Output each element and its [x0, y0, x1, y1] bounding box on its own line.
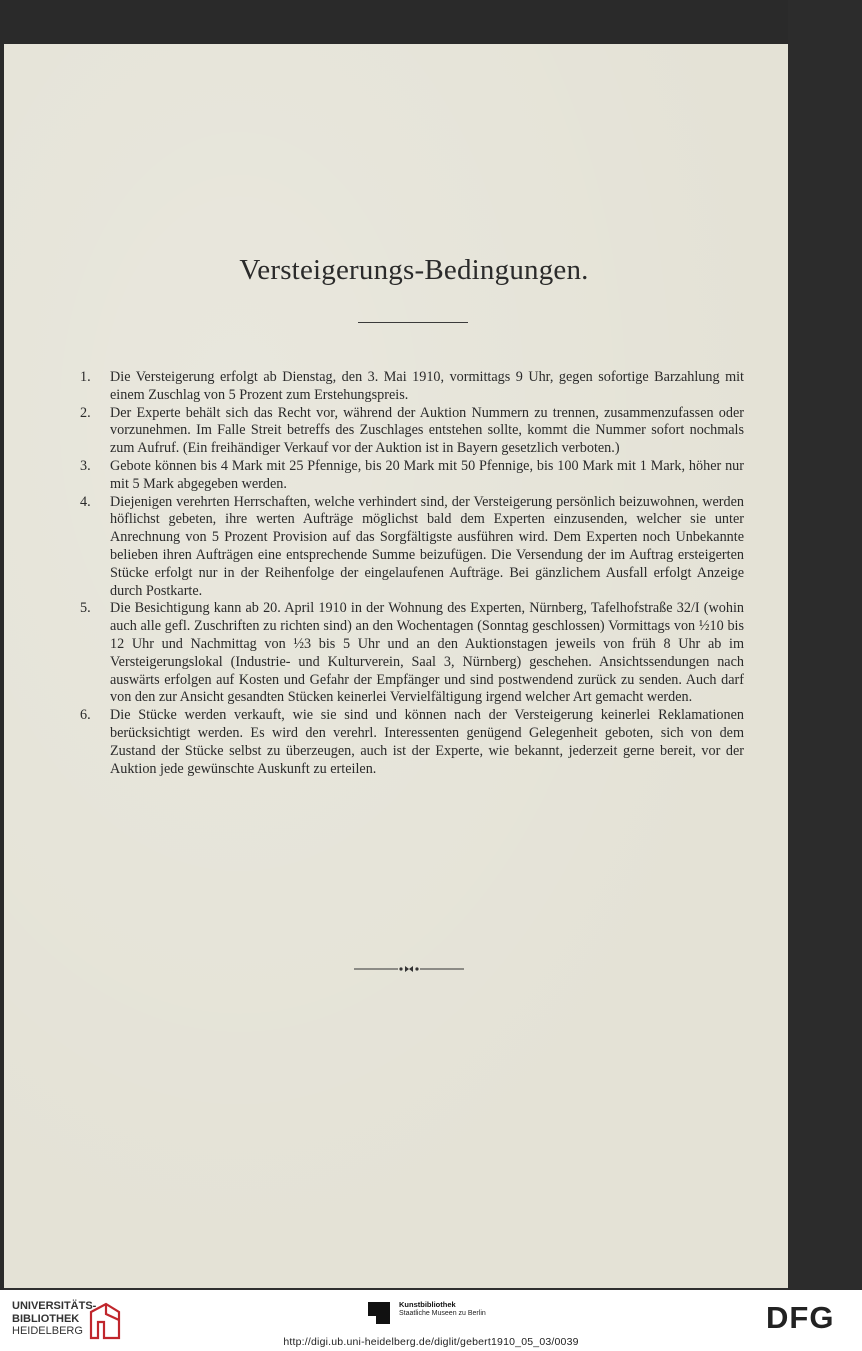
condition-number: 6. — [80, 707, 91, 724]
ornament-divider — [354, 964, 464, 974]
scan-frame-right — [788, 0, 862, 1290]
footer-bar — [0, 1290, 862, 1351]
document-page — [4, 44, 788, 1288]
condition-number: 2. — [80, 404, 91, 421]
kunstbibliothek-subtitle: Staatliche Museen zu Berlin — [399, 1310, 486, 1317]
ub-line3: HEIDELBERG — [12, 1325, 83, 1337]
condition-number: 4. — [80, 493, 91, 510]
scan-frame-top — [0, 0, 862, 44]
dfg-logo[interactable] — [764, 1300, 852, 1334]
title-divider — [358, 322, 468, 323]
ub-line2: BIBLIOTHEK — [12, 1312, 80, 1325]
condition-item — [78, 369, 744, 405]
permalink-url[interactable]: http://digi.ub.uni-heidelberg.de/diglit/gebert1910_05_03/0039 — [283, 1336, 579, 1348]
ub-heidelberg-text — [12, 1300, 96, 1338]
conditions-list — [78, 369, 744, 778]
kunstbibliothek-name: Kunstbibliothek — [399, 1300, 456, 1309]
ub-line1: UNIVERSITÄTS- — [12, 1300, 97, 1312]
condition-text: Der Experte behält sich das Recht vor, während der Auktion Nummern zu trennen, zusammenzufassen oder vorzunehmen. Im Falle Streit betreffs des Zuschlages entstehen sollte, kommt die Nummer sofort nochmals zum Aufruf. (Ein freihändiger Verkauf vor der Auktion ist in Bayern gesetzlich verboten.) — [110, 404, 744, 457]
condition-item — [78, 600, 744, 707]
dfg-logo-text: DFG — [766, 1300, 835, 1334]
condition-item — [78, 458, 744, 494]
condition-item — [78, 707, 744, 778]
ub-emblem-icon — [88, 1302, 122, 1340]
condition-text: Die Stücke werden verkauft, wie sie sind und können nach der Versteigerung keinerlei Reklamationen berücksichtigt werden. Es wird den verehrl. Interessenten genügend Gelegenheit geboten, sich von dem Zustand der Stücke selbst zu überzeugen, auch ist der Experte, wie bekannt, jederzeit gerne bereit, vor der Auktion jede gewünschte Auskunft zu erteilen. — [110, 707, 744, 777]
condition-item — [78, 405, 744, 458]
condition-number: 3. — [80, 457, 91, 474]
kunstbibliothek-icon — [368, 1302, 390, 1324]
condition-text: Die Versteigerung erfolgt ab Dienstag, den 3. Mai 1910, vormittags 9 Uhr, gegen sofortige Barzahlung mit einem Zuschlag von 5 Prozent zum Erstehungspreis. — [110, 369, 744, 403]
condition-number: 5. — [80, 600, 91, 617]
condition-text: Diejenigen verehrten Herrschaften, welche verhindert sind, der Versteigerung persönlich beizuwohnen, werden höflichst gebeten, ihre werten Aufträge möglichst bald dem Experten einzusenden, welcher sie unter Anrechnung von 5 Prozent Provision auf das Sorgfältigste ausführen wird. Dem Experten noch Unbekannte belieben ihren Aufträgen eine entsprechende Summe beizufügen. Die Versendung der im Auftrag ersteigerten Stücke erfolgt nur in der Reihenfolge der eingelaufenen Aufträge. Bei gänzlichem Ausfall erfolgt Anzeige durch Postkarte. — [110, 493, 744, 599]
condition-number: 1. — [80, 369, 91, 385]
page-title: Versteigerungs-Bedingungen. — [239, 254, 589, 286]
condition-text: Die Besichtigung kann ab 20. April 1910 in der Wohnung des Experten, Nürnberg, Tafelhofstraße 32/I (wohin auch alle gefl. Zuschriften zu richten sind) an den Wochentagen (Sonntag geschlossen) Vormittags von ½10 bis 12 Uhr und Nachmittag von ½3 bis 5 Uhr und an den Auktionstagen jeweils von früh 8 Uhr ab im Versteigerungslokal (Industrie- und Kulturverein, Saal 3, Nürnberg) geschehen. Ansichtssendungen nach auswärts erfolgen auf Kosten und Gefahr der Empfänger und sind postwendend zurück zu senden. Auch darf von den zur Ansicht gesandten Stücken keinerlei Vervielfältigung irgend welcher Art gemacht werden. — [110, 600, 744, 706]
condition-text: Gebote können bis 4 Mark mit 25 Pfennige, bis 20 Mark mit 50 Pfennige, bis 100 Mark mit 1 Mark, höher nur mit 5 Mark abgegeben werden. — [110, 457, 744, 492]
kunstbibliothek-logo[interactable] — [368, 1300, 528, 1330]
condition-item — [78, 494, 744, 601]
